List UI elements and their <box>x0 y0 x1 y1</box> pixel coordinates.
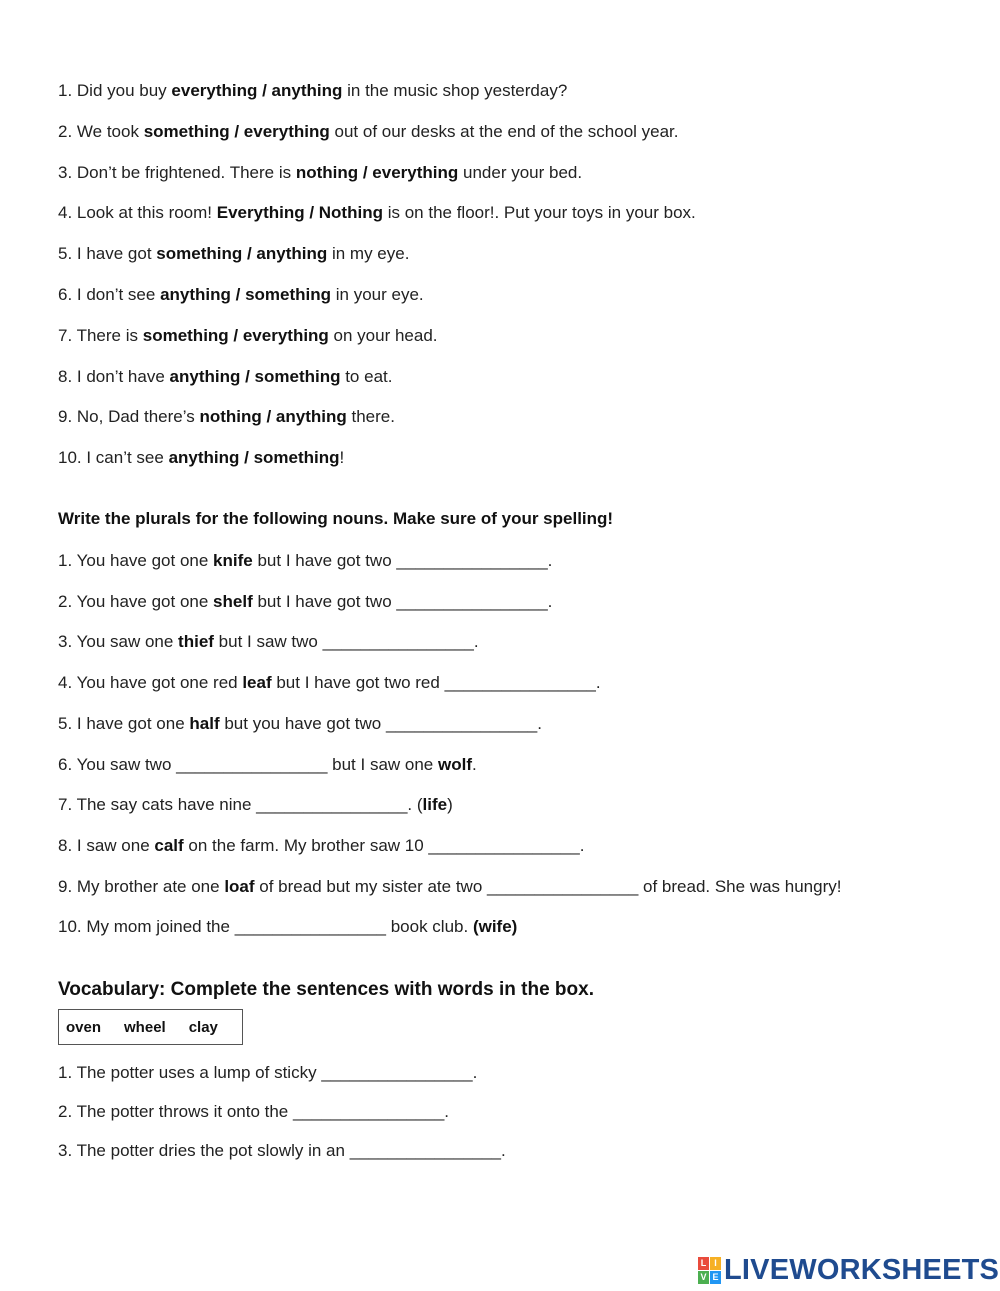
noun: wolf <box>438 755 472 774</box>
exercise2-item <box>58 550 552 572</box>
item-text: 8. I saw one <box>58 836 155 855</box>
exercise2-item <box>58 591 552 613</box>
item-text: 7. The say cats have nine <box>58 795 257 814</box>
item-text: 9. My brother ate one <box>58 877 225 896</box>
logo-mark-tile: V <box>698 1271 709 1284</box>
choice-words: something / everything <box>143 122 330 141</box>
exercise1-item <box>58 325 438 347</box>
item-text: 4. You have got one red <box>58 673 243 692</box>
noun: (wife) <box>472 917 518 936</box>
choice-words: Everything / Nothing <box>216 203 383 222</box>
noun: life <box>422 795 448 814</box>
exercise3-item <box>58 1140 506 1162</box>
answer-blank[interactable]: ________________ <box>293 1102 445 1121</box>
answer-blank[interactable]: ________________ <box>444 673 596 692</box>
exercise1-item <box>58 284 424 306</box>
answer-blank[interactable]: ________________ <box>176 755 328 774</box>
item-text: ) <box>447 795 453 814</box>
item-text: 9. No, Dad there’s <box>58 407 200 426</box>
item-text: . <box>472 1063 478 1082</box>
choice-words: anything / something <box>168 448 340 467</box>
answer-blank[interactable]: ________________ <box>428 836 580 855</box>
item-text: on the farm. My brother saw 10 <box>183 836 429 855</box>
exercise2-item <box>58 794 453 816</box>
noun: shelf <box>213 592 253 611</box>
item-text: 2. You have got one <box>58 592 214 611</box>
item-text: . <box>472 755 477 774</box>
exercise2-item <box>58 672 601 694</box>
word-box-item: clay <box>188 1018 218 1036</box>
exercise3-item <box>58 1062 477 1084</box>
exercise1-item <box>58 447 344 469</box>
answer-blank[interactable]: ________________ <box>321 1063 473 1082</box>
item-text: book club. <box>385 917 473 936</box>
item-text: is on the floor!. Put your toys in your box. <box>382 203 696 222</box>
logo-mark-icon <box>698 1257 721 1284</box>
answer-blank[interactable]: ________________ <box>396 551 548 570</box>
item-text: . ( <box>407 795 423 814</box>
noun: half <box>189 714 220 733</box>
noun: thief <box>178 632 214 651</box>
item-text: 7. There is <box>58 326 143 345</box>
noun: loaf <box>224 877 255 896</box>
exercise1-item <box>58 80 567 102</box>
answer-blank[interactable]: ________________ <box>322 632 474 651</box>
item-text: but I have got two <box>252 592 397 611</box>
exercise2-item <box>58 876 841 898</box>
answer-blank[interactable]: ________________ <box>234 917 386 936</box>
item-text: of bread but my sister ate two <box>254 877 488 896</box>
item-text: 2. The potter throws it onto the <box>58 1102 293 1121</box>
item-text: 3. Don’t be frightened. There is <box>58 163 296 182</box>
item-text: . <box>537 714 542 733</box>
exercise2-item <box>58 713 542 735</box>
exercise3-item <box>58 1101 449 1123</box>
choice-words: nothing / everything <box>295 163 459 182</box>
item-text: 2. We took <box>58 122 144 141</box>
answer-blank[interactable]: ________________ <box>256 795 408 814</box>
section-heading-plurals: Write the plurals for the following nouns. Make sure of your spelling! <box>58 509 614 528</box>
item-text: but I saw one <box>327 755 438 774</box>
item-text: 8. I don’t have <box>58 367 170 386</box>
exercise2-item <box>58 835 584 857</box>
item-text: . <box>500 1141 506 1160</box>
section-heading-vocabulary: Vocabulary: Complete the sentences with words in the box. <box>58 979 594 1000</box>
item-text: of bread. She was hungry! <box>638 877 842 896</box>
item-text: under your bed. <box>458 163 583 182</box>
item-text: 10. I can’t see <box>58 448 169 467</box>
item-text: . <box>595 673 601 692</box>
item-text: but I saw two <box>213 632 323 651</box>
item-text: but I have got two <box>252 551 397 570</box>
item-text: 6. I don’t see <box>58 285 161 304</box>
item-text: but I have got two red <box>271 673 445 692</box>
item-text: 4. Look at this room! <box>58 203 217 222</box>
exercise1-item <box>58 366 392 388</box>
exercise1-item <box>58 406 395 428</box>
item-text: in the music shop yesterday? <box>342 81 568 100</box>
item-text: 1. You have got one <box>58 551 214 570</box>
liveworksheets-logo <box>698 1253 1000 1286</box>
noun: leaf <box>242 673 272 692</box>
item-text: . <box>473 632 479 651</box>
answer-blank[interactable]: ________________ <box>385 714 538 733</box>
answer-blank[interactable]: ________________ <box>487 877 639 896</box>
choice-words: something / anything <box>156 244 328 263</box>
item-text: 1. Did you buy <box>58 81 172 100</box>
answer-blank[interactable]: ________________ <box>396 592 548 611</box>
answer-blank[interactable]: ________________ <box>349 1141 501 1160</box>
logo-text: LIVEWORKSHEETS <box>724 1253 1000 1286</box>
item-text: on your head. <box>328 326 438 345</box>
item-text: 5. I have got <box>58 244 157 263</box>
exercise2-item <box>58 916 517 938</box>
exercise1-item <box>58 202 696 224</box>
item-text: there. <box>346 407 395 426</box>
item-text: . <box>444 1102 450 1121</box>
choice-words: something / everything <box>142 326 329 345</box>
noun: calf <box>154 836 184 855</box>
word-box <box>58 1009 243 1045</box>
item-text: . <box>547 592 553 611</box>
item-text: 6. You saw two <box>58 755 177 774</box>
item-text: but you have got two <box>219 714 386 733</box>
choice-words: nothing / anything <box>199 407 347 426</box>
item-text: . <box>579 836 585 855</box>
logo-mark-tile: L <box>698 1257 709 1270</box>
item-text: 10. My mom joined the <box>58 917 235 936</box>
word-box-item: wheel <box>124 1018 166 1036</box>
item-text: out of our desks at the end of the school year. <box>329 122 679 141</box>
item-text: 3. The potter dries the pot slowly in an <box>58 1141 350 1160</box>
exercise1-item <box>58 243 409 265</box>
item-text: to eat. <box>340 367 393 386</box>
item-text: in your eye. <box>331 285 424 304</box>
exercise2-item <box>58 631 479 653</box>
noun: knife <box>213 551 253 570</box>
exercise2-item <box>58 754 477 776</box>
logo-mark-tile: E <box>710 1271 721 1284</box>
word-box-item: oven <box>66 1018 102 1036</box>
item-text: . <box>547 551 553 570</box>
choice-words: everything / anything <box>171 81 343 100</box>
item-text: in my eye. <box>327 244 410 263</box>
exercise1-item <box>58 121 679 143</box>
choice-words: anything / something <box>169 367 341 386</box>
choice-words: anything / something <box>160 285 332 304</box>
logo-mark-tile: I <box>710 1257 721 1270</box>
item-text: 1. The potter uses a lump of sticky <box>58 1063 322 1082</box>
item-text: ! <box>339 448 345 467</box>
item-text: 5. I have got one <box>58 714 190 733</box>
item-text: 3. You saw one <box>58 632 179 651</box>
exercise1-item <box>58 162 582 184</box>
